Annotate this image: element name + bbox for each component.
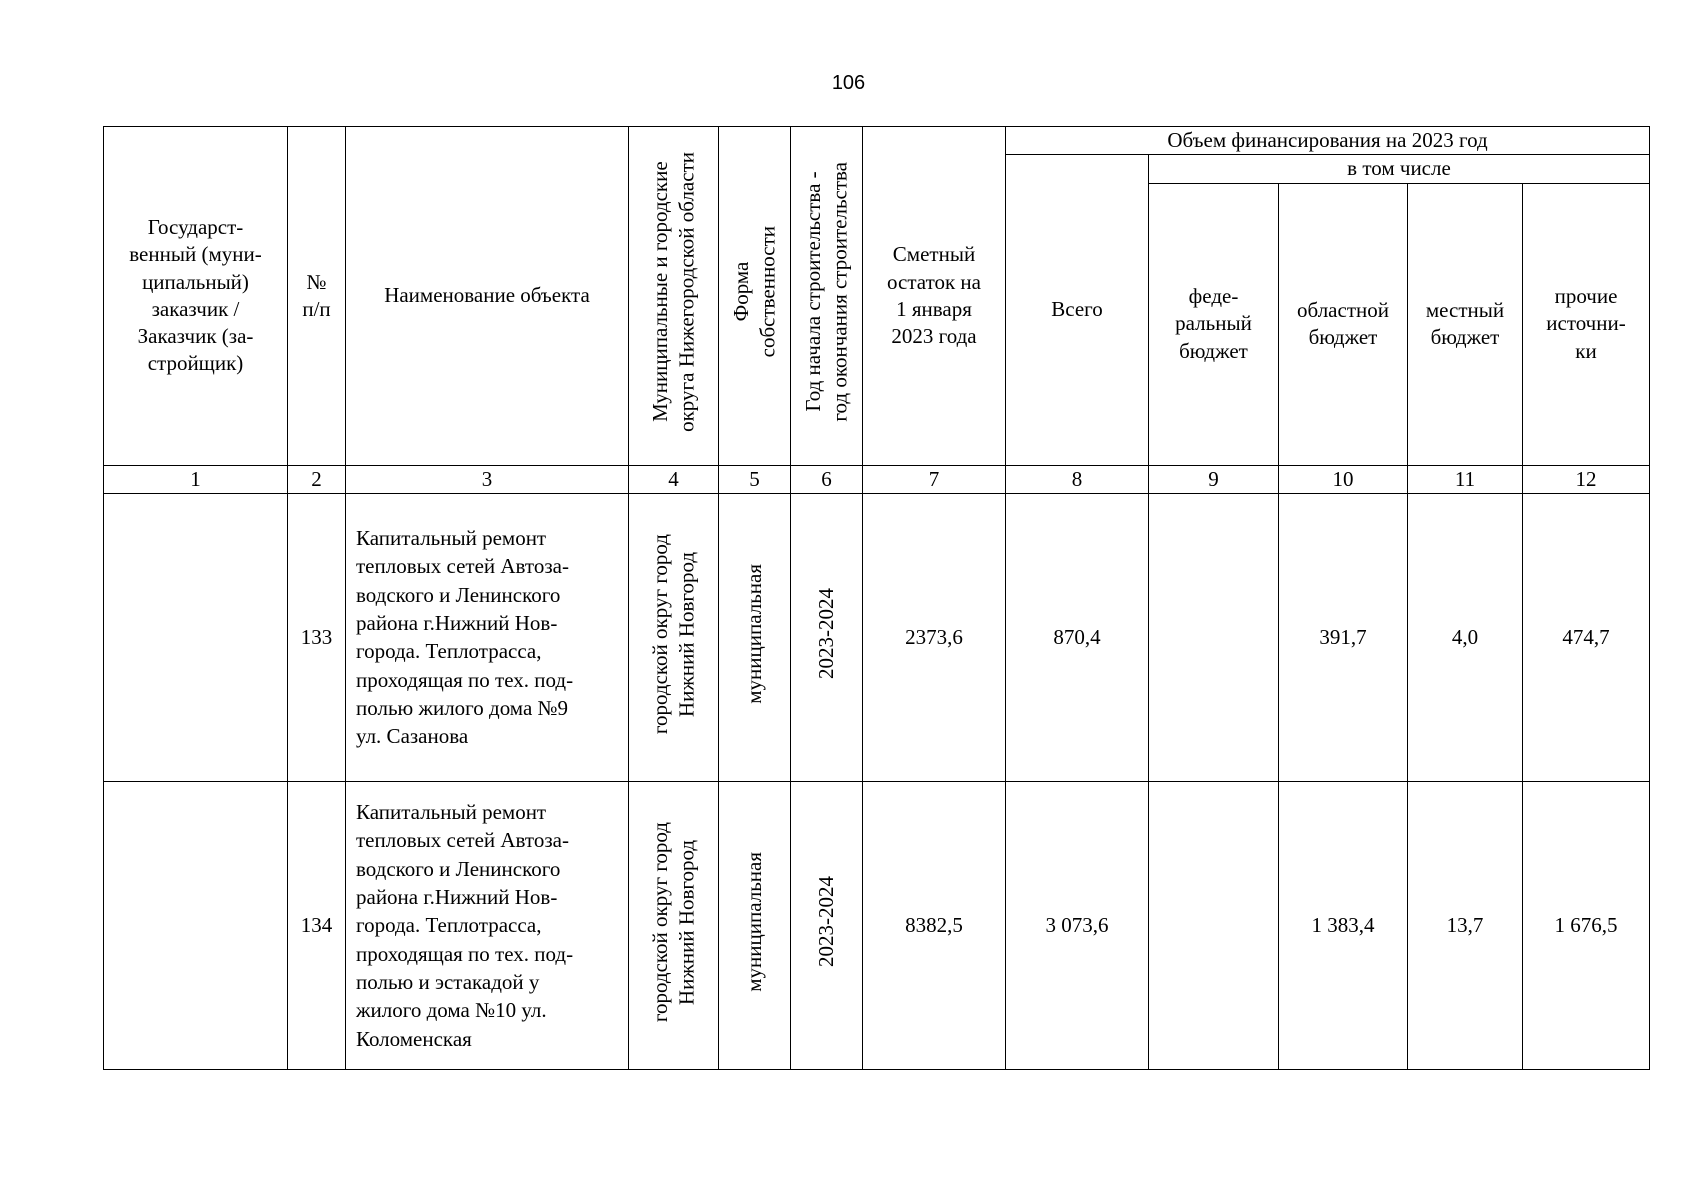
cell-local: 13,7 [1408,781,1523,1069]
column-number: 8 [1006,465,1149,493]
cell-number: 134 [288,781,346,1069]
cell-municipality: городской округ город Нижний Новгород [629,493,719,781]
cell-regional: 1 383,4 [1279,781,1408,1069]
header-customer: Государст- венный (муни- ципальный) заказчик / Заказчик (за- стройщик) [104,127,288,466]
cell-federal [1149,781,1279,1069]
column-number: 11 [1408,465,1523,493]
header-regional: областной бюджет [1279,183,1408,465]
header-estimate-balance: Сметный остаток на 1 января 2023 года [863,127,1006,466]
cell-years: 2023-2024 [791,781,863,1069]
cell-number: 133 [288,493,346,781]
financing-table [103,126,1650,1070]
header-total: Всего [1006,155,1149,465]
header-other: прочие источни- ки [1523,183,1650,465]
column-number: 5 [719,465,791,493]
cell-ownership: муниципальная [719,493,791,781]
cell-total: 3 073,6 [1006,781,1149,1069]
cell-years: 2023-2024 [791,493,863,781]
header-including: в том числе [1149,155,1650,183]
header-row-1 [104,127,1650,155]
header-object-name: Наименование объекта [346,127,629,466]
column-number: 2 [288,465,346,493]
header-years: Год начала строительства - год окончания строительства [791,127,863,466]
cell-local: 4,0 [1408,493,1523,781]
cell-total: 870,4 [1006,493,1149,781]
cell-object-name: Капитальный ремонт тепловых сетей Автоза- водского и Ленинского района г.Нижний Нов- города. Теплотрасса, проходящая по тех. под- полью и эстакадой у жилого дома №10 ул. Коломенская [346,781,629,1069]
header-ownership: Форма собственности [719,127,791,466]
page-number: 106 [831,72,866,94]
column-number-row [104,465,1650,493]
cell-estimate: 2373,6 [863,493,1006,781]
header-number: № п/п [288,127,346,466]
cell-municipality: городской округ город Нижний Новгород [629,781,719,1069]
cell-other: 474,7 [1523,493,1650,781]
cell-other: 1 676,5 [1523,781,1650,1069]
column-number: 10 [1279,465,1408,493]
header-municipality: Муниципальные и городские округа Нижегородской области [629,127,719,466]
header-funding-group: Объем финансирования на 2023 год [1006,127,1650,155]
cell-federal [1149,493,1279,781]
table-row [104,781,1650,1069]
header-federal: феде- ральный бюджет [1149,183,1279,465]
cell-customer [104,781,288,1069]
column-number: 12 [1523,465,1650,493]
header-local: местный бюджет [1408,183,1523,465]
cell-customer [104,493,288,781]
column-number: 4 [629,465,719,493]
cell-estimate: 8382,5 [863,781,1006,1069]
column-number: 6 [791,465,863,493]
cell-regional: 391,7 [1279,493,1408,781]
column-number: 3 [346,465,629,493]
cell-ownership: муниципальная [719,781,791,1069]
column-number: 1 [104,465,288,493]
cell-object-name: Капитальный ремонт тепловых сетей Автоза- водского и Ленинского района г.Нижний Нов- города. Теплотрасса, проходящая по тех. под- полью жилого дома №9 ул. Сазанова [346,493,629,781]
column-number: 9 [1149,465,1279,493]
column-number: 7 [863,465,1006,493]
table-row [104,493,1650,781]
